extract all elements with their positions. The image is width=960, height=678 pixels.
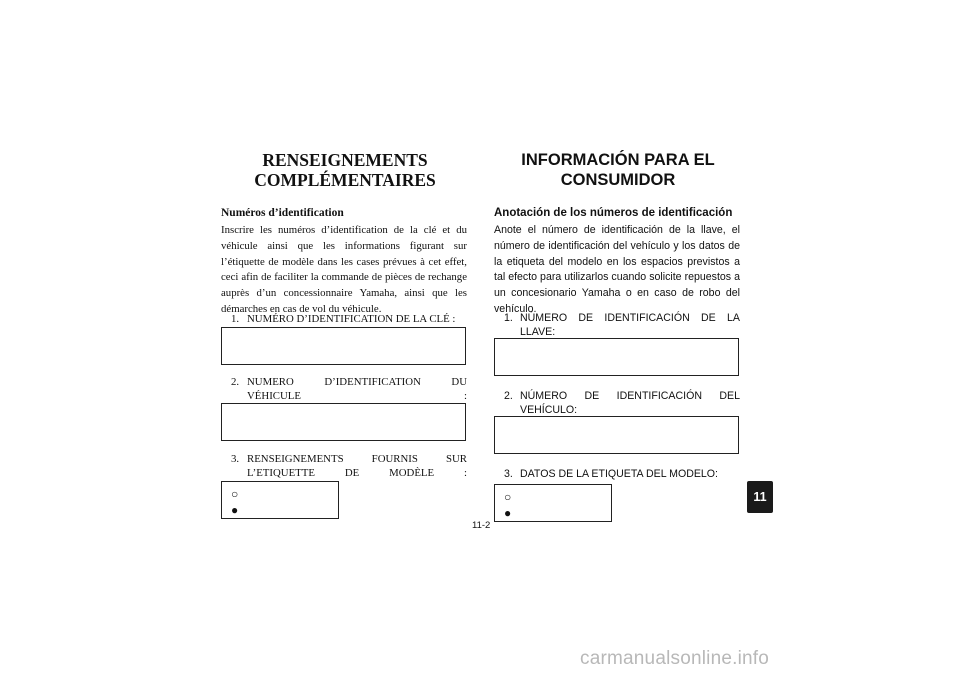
watermark-text: carmanualsonline.info: [580, 648, 770, 669]
french-item-1-text: NUMÉRO D’IDENTIFICATION DE LA CLÉ :: [247, 313, 456, 325]
key-number-box[interactable]: [221, 327, 466, 365]
spanish-item-1-text: NÚMERO DE IDENTIFICACIÓN DE LA LLAVE:: [520, 312, 740, 338]
model-label-box-es[interactable]: [494, 484, 612, 522]
spanish-paragraph: Anote el número de identificación de la llave, el número de identificación del vehículo y los datos de la etiqueta del modelo en los espacios previstos a tal efecto para utilizarlos cuando solicite repuestos a un concesionario Yamaha o en caso de robo del vehículo.: [494, 224, 740, 315]
french-subheading: Numéros d’identification: [221, 207, 344, 219]
french-item-2-number: 2.: [231, 376, 240, 388]
filled-circle-icon: ●: [231, 503, 239, 517]
french-item-1-number: 1.: [231, 313, 240, 325]
french-title-line2: COMPLÉMENTAIRES: [254, 170, 436, 190]
spanish-item-2-text: NÚMERO DE IDENTIFICACIÓN DEL VEHÍCULO:: [520, 390, 740, 416]
key-number-box-es[interactable]: [494, 338, 739, 376]
spanish-title: [494, 150, 742, 190]
spanish-title-line1: INFORMACIÓN PARA EL: [521, 151, 715, 169]
french-item-3-text: RENSEIGNEMENTS FOURNIS SUR L’ETIQUETTE DE MODÈLE :: [247, 453, 467, 479]
open-circle-icon-es: ○: [504, 490, 512, 504]
french-paragraph: Inscrire les numéros d’identification de la clé et du véhicule ainsi que les informations figurant sur l’étiquette de modèle dans les cases prévues à cet effet, ceci afin de faciliter la commande de pièces de rechange auprès d’un concessionnaire Yamaha, ainsi que les démarches en cas de vol du véhicule.: [221, 224, 467, 315]
spanish-subheading: Anotación de los números de identificación: [494, 207, 733, 219]
french-item-2-text: NUMERO D’IDENTIFICATION DU VÉHICULE :: [247, 376, 467, 402]
spanish-title-line2: CONSUMIDOR: [560, 171, 676, 189]
spanish-item-3-number: 3.: [504, 468, 513, 480]
open-circle-icon: ○: [231, 487, 239, 501]
french-item-3-number: 3.: [231, 453, 240, 465]
spanish-item-1-number: 1.: [504, 312, 513, 324]
filled-circle-icon-es: ●: [504, 506, 512, 520]
spanish-column: [494, 150, 742, 520]
spanish-item-2-number: 2.: [504, 390, 513, 402]
chapter-tab: 11: [747, 481, 773, 513]
french-title: [221, 150, 469, 190]
vehicle-number-box-es[interactable]: [494, 416, 739, 454]
page-number: 11-2: [472, 520, 491, 531]
french-title-line1: RENSEIGNEMENTS: [262, 150, 428, 170]
spanish-item-3-text: DATOS DE LA ETIQUETA DEL MODELO:: [520, 468, 718, 480]
model-label-box[interactable]: [221, 481, 339, 519]
vehicle-number-box[interactable]: [221, 403, 466, 441]
french-column: [221, 150, 469, 517]
